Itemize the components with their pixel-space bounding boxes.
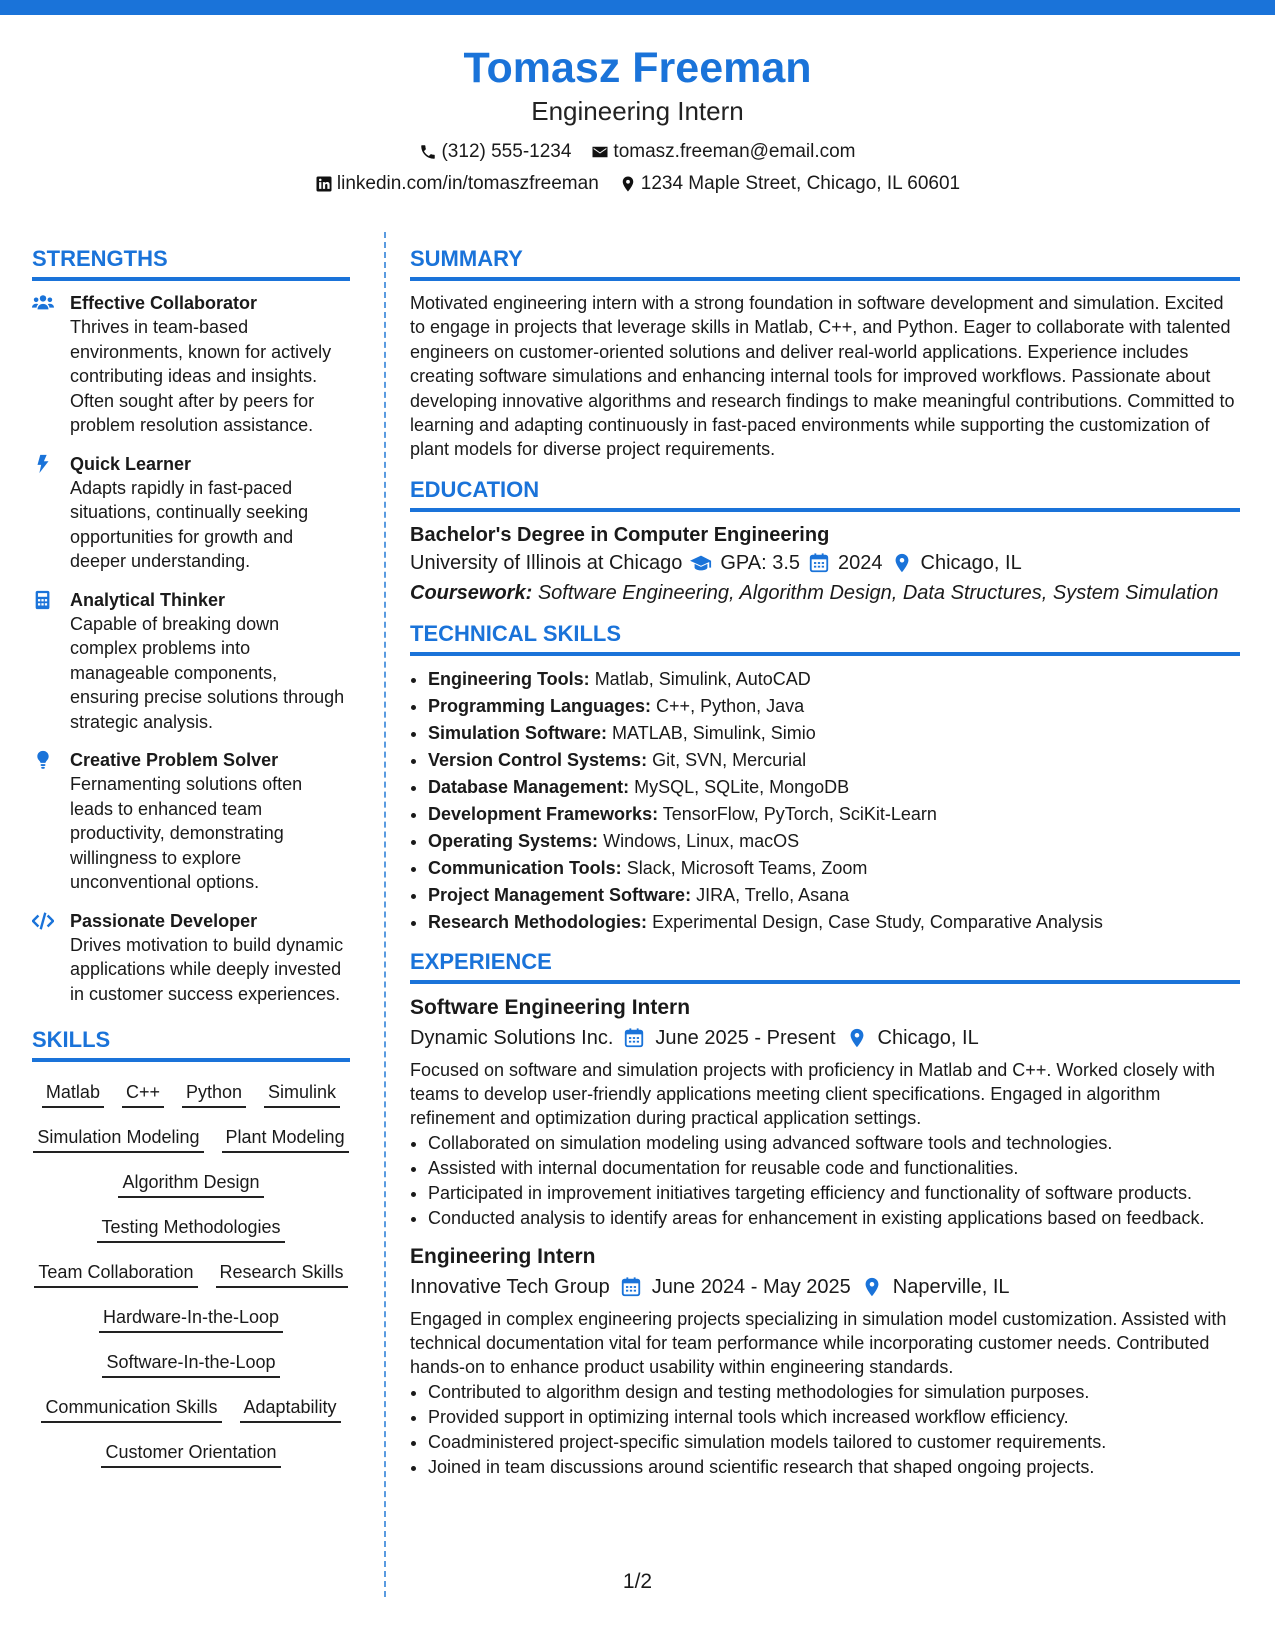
location-pin-icon	[861, 1276, 883, 1298]
list-item	[428, 747, 1240, 774]
skill-tag: Hardware-In-the-Loop	[99, 1305, 283, 1333]
list-item	[428, 909, 1240, 936]
phone-icon	[419, 143, 437, 161]
skill-label: Simulation Software:	[428, 722, 608, 743]
calendar-icon	[808, 552, 830, 574]
skill-label: Development Frameworks:	[428, 803, 659, 824]
calendar-icon	[620, 1276, 642, 1298]
education-meta	[410, 548, 1240, 578]
skills-heading: SKILLS	[32, 1026, 350, 1062]
coursework	[410, 578, 1240, 608]
strength-item	[32, 588, 350, 735]
strength-title: Passionate Developer	[70, 910, 258, 931]
strength-item	[32, 909, 350, 1007]
skill-value: MySQL, SQLite, MongoDB	[634, 776, 850, 797]
list-item: • Collaborated on simulation modeling using advanced software tools and technologies.	[428, 1131, 1240, 1156]
list-item	[428, 828, 1240, 855]
skill-tag: Matlab	[42, 1080, 104, 1108]
strength-desc: Drives motivation to build dynamic applications while deeply invested in customer success experiences.	[70, 934, 344, 1004]
strength-desc: Thrives in team-based environments, known for actively contributing ideas and insights. Often sought after by peers for problem resolution assistance.	[70, 317, 332, 435]
skill-tag: Adaptability	[240, 1395, 341, 1423]
job-location: Naperville, IL	[892, 1275, 1010, 1298]
linkedin-item	[315, 172, 599, 196]
strength-desc: Capable of breaking down complex problems into manageable components, ensuring precise solutions through strategic analysis.	[70, 613, 345, 732]
skill-tag: Communication Skills	[41, 1395, 221, 1423]
candidate-title: Engineering Intern	[531, 96, 744, 126]
list-item: • Provided support in optimizing internal tools which increased workflow efficiency.	[428, 1405, 1240, 1430]
email-text[interactable]: tomasz.freeman@email.com	[613, 141, 856, 162]
address-item	[619, 172, 960, 196]
gpa-text: GPA: 3.5	[720, 551, 801, 574]
job-meta	[410, 1271, 1240, 1303]
graduation-cap-icon	[690, 552, 712, 574]
envelope-icon	[591, 143, 609, 161]
job-description: Engaged in complex engineering projects specializing in simulation model customization. Assisted with technical documentation vital for team performance while incorporating customer needs. Contributed hands-on to enhance product usability within engineering standards.	[410, 1308, 1227, 1378]
job-entry	[410, 994, 1240, 1231]
skill-label: Database Management:	[428, 776, 630, 797]
degree-title: Bachelor's Degree in Computer Engineering	[410, 523, 830, 546]
skill-value: C++, Python, Java	[656, 695, 805, 716]
strength-title: Analytical Thinker	[70, 589, 226, 610]
company-name: Dynamic Solutions Inc.	[410, 1026, 614, 1049]
skill-label: Research Methodologies:	[428, 911, 648, 932]
skill-tag: Customer Orientation	[101, 1440, 280, 1468]
skill-tag: Testing Methodologies	[97, 1215, 284, 1243]
phone-item	[419, 140, 571, 164]
list-item: • Participated in improvement initiatives targeting efficiency and functionality of software products.	[428, 1181, 1240, 1206]
resume-header	[0, 40, 1275, 196]
strength-item	[32, 291, 350, 438]
skill-label: Project Management Software:	[428, 884, 692, 905]
education-location: Chicago, IL	[920, 551, 1022, 574]
coursework-label: Coursework:	[410, 581, 533, 604]
skill-label: Engineering Tools:	[428, 668, 590, 689]
job-entry	[410, 1243, 1240, 1480]
school-name: University of Illinois at Chicago	[410, 551, 683, 574]
strength-desc: Adapts rapidly in fast-paced situations, continually seeking opportunities for growth and deeper understanding.	[70, 477, 309, 571]
skill-tag: Research Skills	[216, 1260, 348, 1288]
location-pin-icon	[891, 552, 913, 574]
lightbulb-icon	[32, 748, 56, 895]
job-meta	[410, 1022, 1240, 1054]
bolt-icon	[32, 452, 56, 574]
technical-skills-list	[410, 666, 1240, 936]
skill-value: MATLAB, Simulink, Simio	[612, 722, 816, 743]
job-title: Software Engineering Intern	[410, 995, 691, 1019]
left-column	[32, 245, 350, 1468]
right-column	[410, 245, 1240, 1480]
calculator-icon	[32, 588, 56, 735]
job-bullets	[410, 1131, 1240, 1231]
graduation-year: 2024	[838, 551, 883, 574]
skill-tag: Simulation Modeling	[33, 1125, 203, 1153]
summary-heading: SUMMARY	[410, 245, 1240, 281]
address-text: 1234 Maple Street, Chicago, IL 60601	[640, 173, 961, 194]
list-item	[428, 720, 1240, 747]
job-dates: June 2025 - Present	[655, 1026, 836, 1049]
job-description: Focused on software and simulation projects with proficiency in Matlab and C++. Worked closely with teams to develop user-friendly applications meeting client specifications. Engaged in algorithm refinement and optimization during practical application settings.	[410, 1059, 1216, 1129]
list-item: • Coadministered project-specific simulation models tailored to customer requirements.	[428, 1430, 1240, 1455]
list-item: • Assisted with internal documentation for reusable code and functionalities.	[428, 1156, 1240, 1181]
phone-text[interactable]: (312) 555-1234	[441, 141, 572, 162]
summary-text: Motivated engineering intern with a strong foundation in software development and simulation. Excited to engage in projects that leverage skills in Matlab, C++, and Python. Eager to collaborate with talented engineers on customer-oriented solutions and deliver real-world applications. Experience includes creating software simulations and enhancing internal tools for improved workflows. Passionate about developing innovative algorithms and research findings to make meaningful contributions. Committed to learning and adapting continuously in fast-paced environments while supporting the customization of plant models for diverse project requirements.	[410, 293, 1235, 460]
job-bullets	[410, 1380, 1240, 1480]
skills-list	[32, 1072, 350, 1468]
location-pin-icon	[619, 175, 637, 193]
top-accent-bar	[0, 0, 1275, 15]
skill-tag: Algorithm Design	[118, 1170, 263, 1198]
skill-label: Operating Systems:	[428, 830, 599, 851]
linkedin-text[interactable]: linkedin.com/in/tomaszfreeman	[336, 173, 599, 194]
skill-value: Git, SVN, Mercurial	[652, 749, 807, 770]
strength-item	[32, 748, 350, 895]
linkedin-icon	[315, 175, 333, 193]
contact-row-1	[0, 140, 1275, 164]
page-number: 1/2	[622, 1570, 653, 1593]
job-dates: June 2024 - May 2025	[651, 1275, 851, 1298]
skill-value: Windows, Linux, macOS	[603, 830, 800, 851]
contact-row-2	[0, 172, 1275, 196]
strength-title: Quick Learner	[70, 453, 192, 474]
skill-tag: Plant Modeling	[222, 1125, 349, 1153]
skill-value: JIRA, Trello, Asana	[696, 884, 850, 905]
skill-value: TensorFlow, PyTorch, SciKit-Learn	[662, 803, 937, 824]
location-pin-icon	[846, 1027, 868, 1049]
skill-value: Slack, Microsoft Teams, Zoom	[626, 857, 868, 878]
skill-value: Matlab, Simulink, AutoCAD	[594, 668, 811, 689]
list-item	[428, 693, 1240, 720]
skill-label: Communication Tools:	[428, 857, 622, 878]
list-item	[428, 855, 1240, 882]
experience-heading: EXPERIENCE	[410, 948, 1240, 984]
candidate-name: Tomasz Freeman	[463, 44, 812, 92]
company-name: Innovative Tech Group	[410, 1275, 610, 1298]
strength-title: Creative Problem Solver	[70, 750, 279, 770]
skill-tag: Team Collaboration	[34, 1260, 197, 1288]
list-item: • Conducted analysis to identify areas for enhancement in existing applications based on feedback.	[428, 1206, 1240, 1231]
code-icon	[32, 909, 56, 1007]
technical-skills-heading: TECHNICAL SKILLS	[410, 620, 1240, 656]
email-item	[591, 140, 855, 164]
list-item	[428, 801, 1240, 828]
skill-label: Programming Languages:	[428, 695, 652, 716]
strength-desc: Fernamenting solutions often leads to enhanced team productivity, demonstrating willingness to explore unconventional options.	[70, 774, 303, 892]
skill-tag: Software-In-the-Loop	[102, 1350, 279, 1378]
calendar-icon	[623, 1027, 645, 1049]
strength-title: Effective Collaborator	[70, 293, 258, 313]
column-divider	[384, 232, 386, 1597]
users-icon	[32, 291, 56, 438]
strengths-heading: STRENGTHS	[32, 245, 350, 281]
list-item: • Contributed to algorithm design and testing methodologies for simulation purposes.	[428, 1380, 1240, 1405]
skill-tag: Simulink	[264, 1080, 340, 1108]
job-location: Chicago, IL	[877, 1026, 979, 1049]
list-item	[428, 774, 1240, 801]
list-item: • Joined in team discussions around scientific research that shaped ongoing projects.	[428, 1455, 1240, 1480]
skill-tag: Python	[182, 1080, 246, 1108]
skill-value: Experimental Design, Case Study, Comparative Analysis	[652, 911, 1103, 932]
coursework-text: Software Engineering, Algorithm Design, Data Structures, System Simulation	[537, 581, 1219, 604]
strength-item	[32, 452, 350, 574]
job-title: Engineering Intern	[410, 1244, 596, 1268]
education-heading: EDUCATION	[410, 476, 1240, 512]
skill-tag: C++	[122, 1080, 164, 1108]
skill-label: Version Control Systems:	[428, 749, 648, 770]
list-item	[428, 882, 1240, 909]
list-item	[428, 666, 1240, 693]
